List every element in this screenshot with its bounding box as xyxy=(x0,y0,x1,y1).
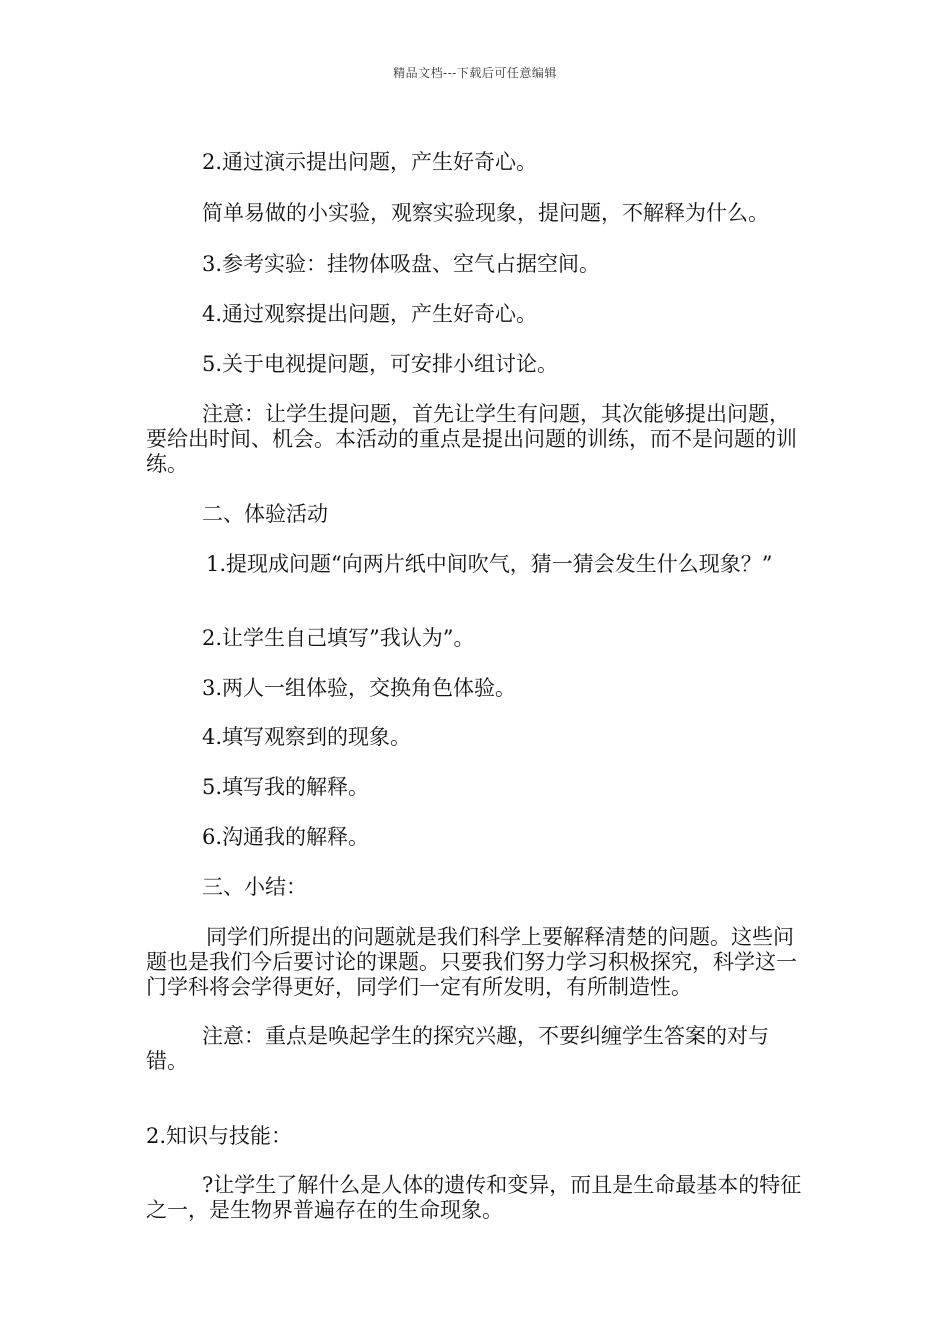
page-header: 精品文档---下载后可任意编辑 xyxy=(393,66,557,80)
paragraph-fill-observation: 4.填写观察到的现象。 xyxy=(202,725,412,749)
paragraph-blow-paper: 1.提现成问题“向两片纸中间吹气，猜一猜会发生什么现象？” xyxy=(206,552,773,576)
section-heading-experience: 二、体验活动 xyxy=(202,502,328,526)
paragraph-fill-explanation: 5.填写我的解释。 xyxy=(202,775,370,799)
paragraph-observe-question: 4.通过观察提出问题，产生好奇心。 xyxy=(202,302,538,326)
paragraph-tv-question: 5.关于电视提问题，可安排小组讨论。 xyxy=(202,352,559,376)
paragraph-pair-experience: 3.两人一组体验，交换角色体验。 xyxy=(202,676,517,700)
section-heading-knowledge-skills: 2.知识与技能： xyxy=(146,1124,293,1148)
paragraph-simple-experiment: 简单易做的小实验，观察实验现象，提问题，不解释为什么。 xyxy=(202,201,769,225)
paragraph-note-interest: 注意：重点是唤起学生的探究兴趣，不要纠缠学生答案的对与错。 xyxy=(146,1024,769,1073)
paragraph-summary-body: 同学们所提出的问题就是我们科学上要解释清楚的问题。这些问题也是我们今后要讨论的课题。只要我们努力学习积极探究，科学这一门学科将会学得更好，同学们一定有所发明，有所制造性。 xyxy=(146,925,797,999)
paragraph-share-explanation: 6.沟通我的解释。 xyxy=(202,825,370,849)
paragraph-fill-i-think: 2.让学生自己填写”我认为”。 xyxy=(202,626,475,650)
paragraph-note-questions: 注意：让学生提问题，首先让学生有问题，其次能够提出问题，要给出时间、机会。本活动的重点是提出问题的训练，而不是问题的训练。 xyxy=(146,402,797,476)
paragraph-demo-question: 2.通过演示提出问题，产生好奇心。 xyxy=(202,150,538,174)
paragraph-reference-experiment: 3.参考实验：挂物体吸盘、空气占据空间。 xyxy=(202,252,601,276)
paragraph-heredity-variation: ?让学生了解什么是人体的遗传和变异，而且是生命最基本的特征之一，是生物界普遍存在的生命现象。 xyxy=(146,1173,802,1222)
section-heading-summary: 三、小结： xyxy=(202,875,307,899)
